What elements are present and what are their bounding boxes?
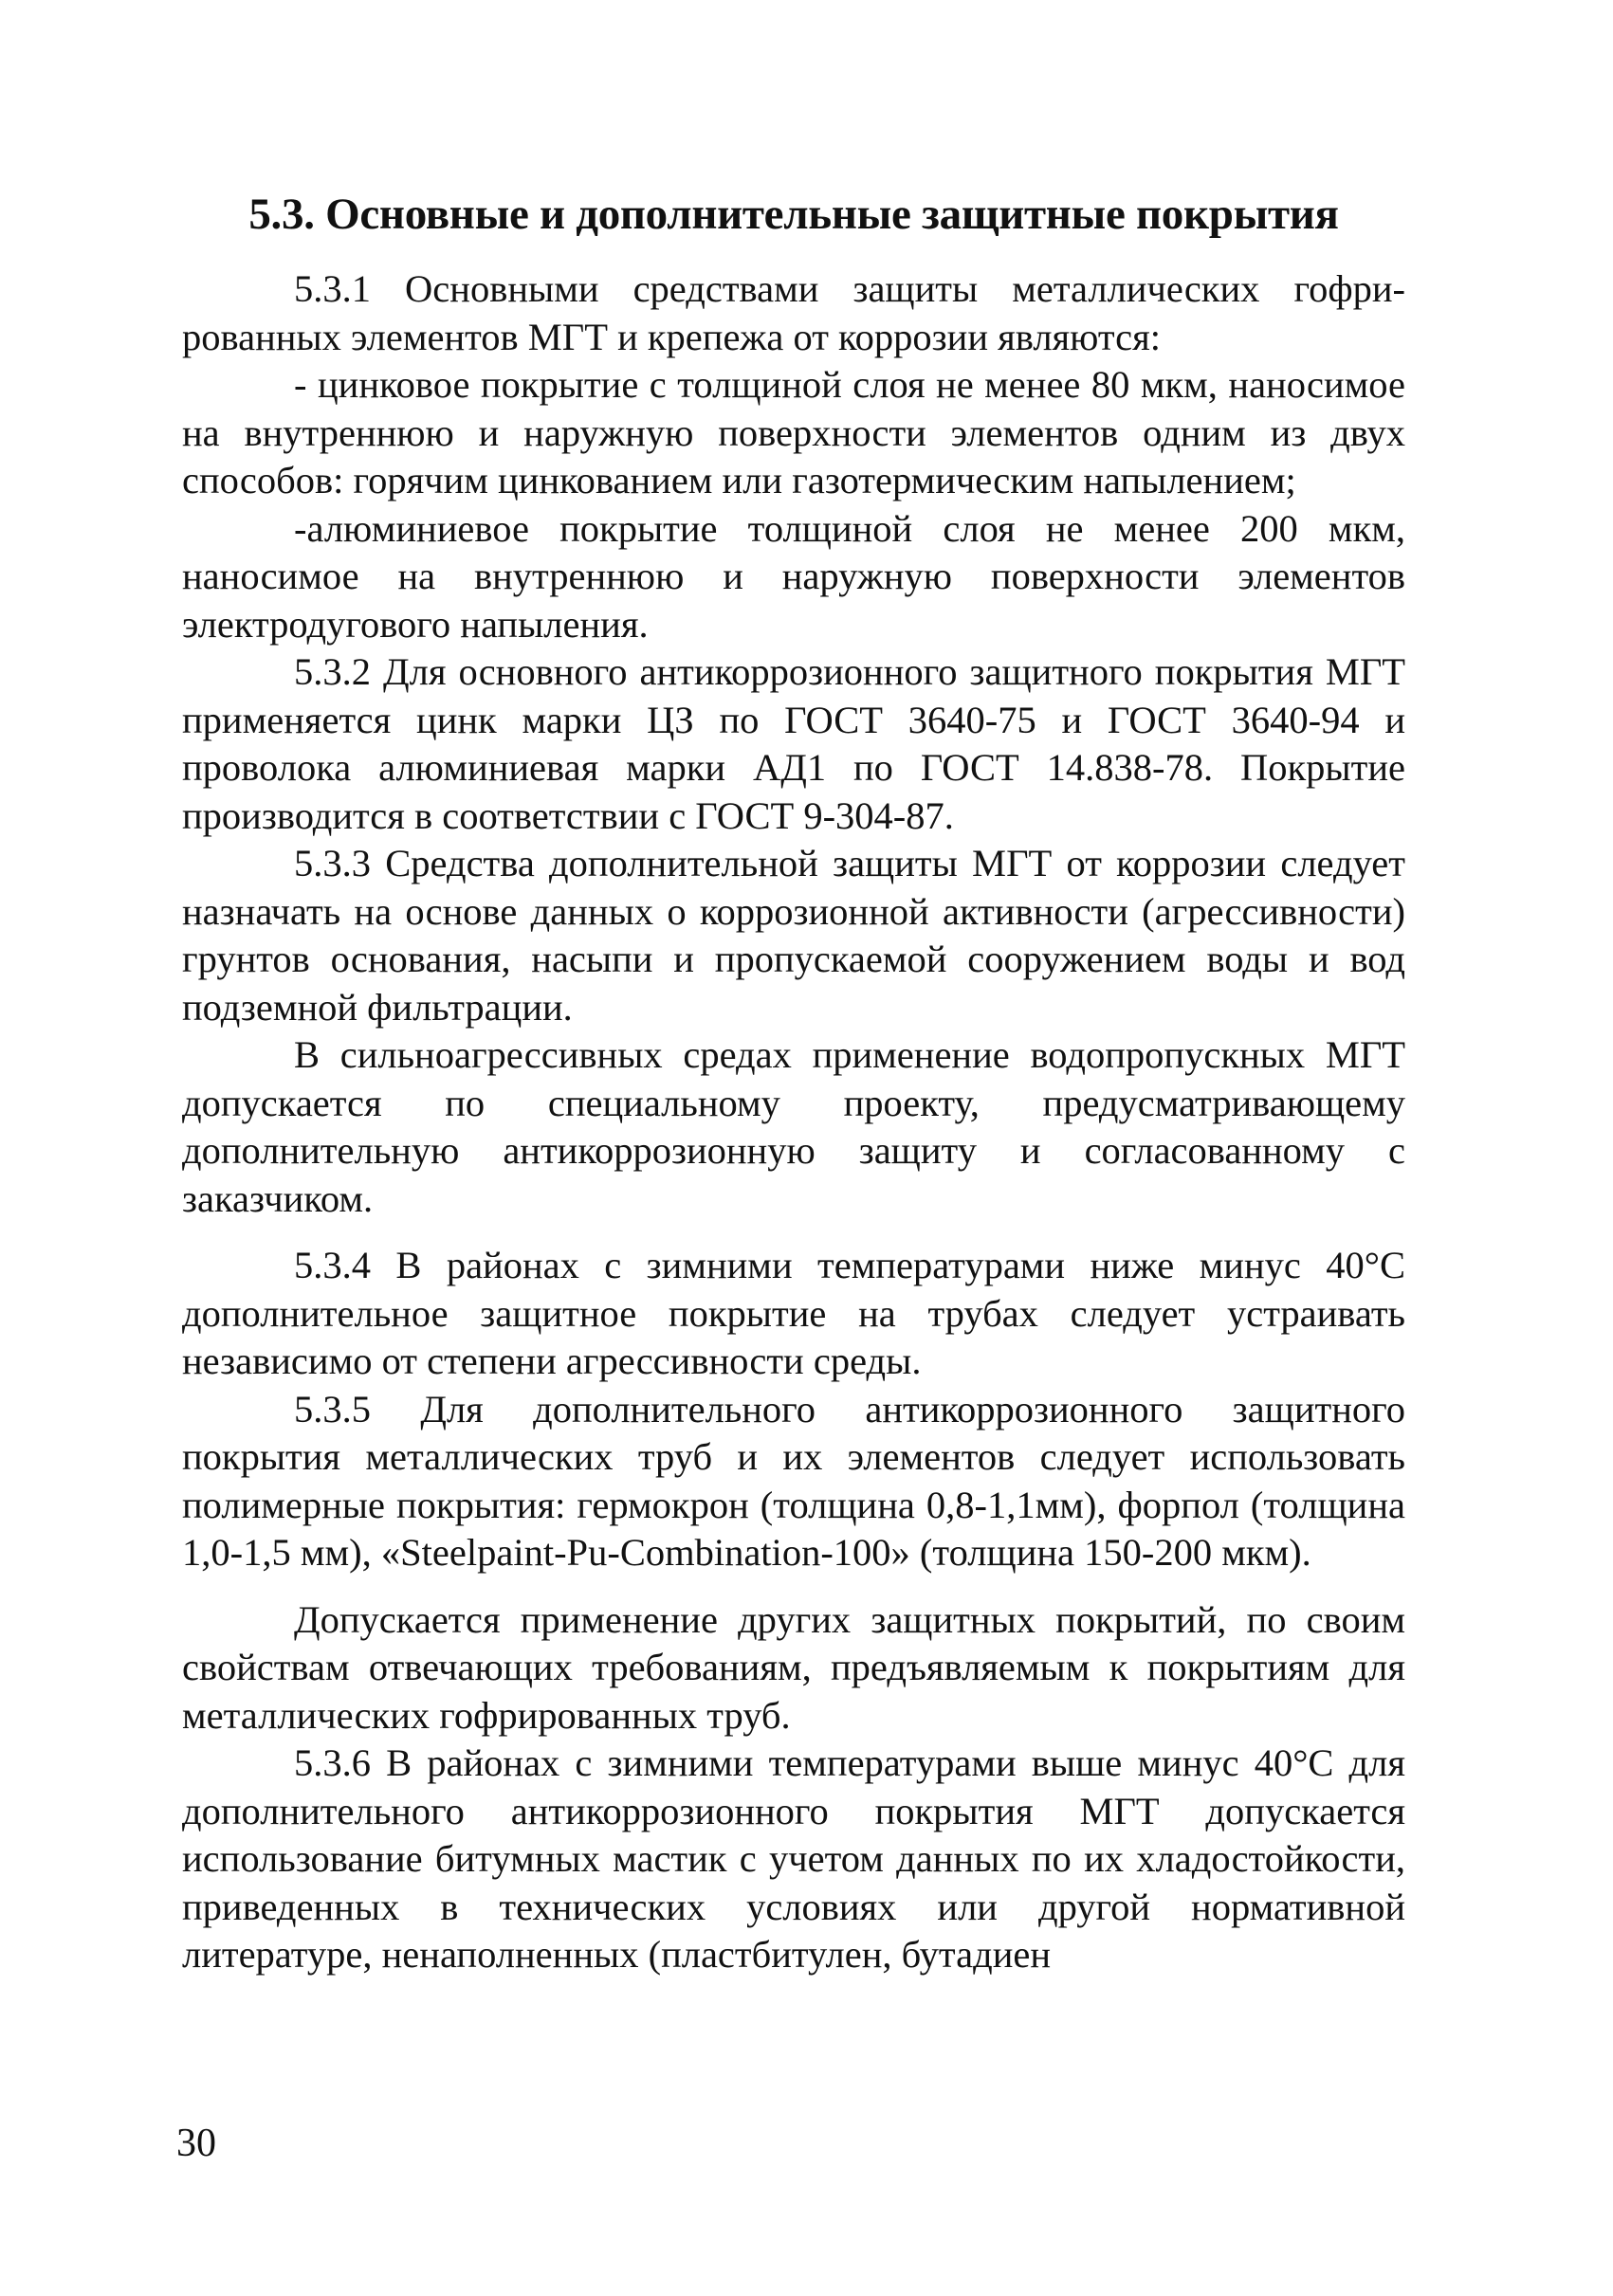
- paragraph-other-coatings: Допускается применение других защитных покрытий, по своим свойствам отвечающих требованиям, предъявляемым к покрытиям для металлических гофрированных труб.: [182, 1597, 1405, 1737]
- paragraph-5-3-1: 5.3.1 Основными средствами защиты металлических гофрированных элементов МГТ и крепежа от коррозии являются:: [182, 267, 1405, 358]
- paragraph-5-3-4: 5.3.4 В районах с зимними температурами ниже минус 40°С дополнительное защитное покрытие на трубах следует устраивать независимо от степени агрессивности среды.: [182, 1244, 1405, 1382]
- paragraph-5-3-3: 5.3.3 Средства дополнительной защиты МГТ от коррозии следует назначать на основе данных о коррозионной активности (агрессивности) грунтов основания, насыпи и пропускаемой сооружением воды и вод подземной фильтрации.: [182, 842, 1405, 1029]
- document-page: [182, 186, 1405, 1979]
- page-number: 30: [176, 2122, 216, 2165]
- paragraph-5-3-5: 5.3.5 Для дополнительного антикоррозионного защитного покрытия металлических труб и их элементов следует использовать полимерные покрытия: гермокрон (толщина 0,8-1,1мм), форпол (толщина 1,0-1,5 мм), «Steelpaint-Pu-Combination-100» (толщина 150-200 мкм).: [182, 1387, 1405, 1574]
- paragraph-5-3-6: 5.3.6 В районах с зимними температурами выше минус 40°С для дополнительного антикоррозионного покрытия МГТ допускается использование битумных мастик с учетом данных по их хладостойкости, приведенных в технических условиях или другой нормативной литературе, ненаполненных (пластбитулен, бутадиен: [182, 1741, 1405, 1976]
- paragraph-aggressive-media: В сильноагрессивных средах применение водопропускных МГТ допускается по специальному проекту, предусматривающему дополнительную антикоррозионную защиту и согласованному с заказчиком.: [182, 1033, 1405, 1220]
- paragraph-5-3-2: 5.3.2 Для основного антикоррозионного защитного покрытия МГТ применяется цинк марки ЦЗ по ГОСТ 3640-75 и ГОСТ 3640-94 и проволока алюминиевая марки АД1 по ГОСТ 14.838-78. Покрытие производится в соответствии с ГОСТ 9-304-87.: [182, 650, 1405, 837]
- paragraph-zinc-coating: - цинковое покрытие с толщиной слоя не менее 80 мкм, наносимое на внутреннюю и наружную поверхности элементов одним из двух способов: горячим цинкованием или газотермическим напылением;: [182, 363, 1405, 501]
- section-heading: 5.3. Основные и дополнительные защитные покрытия: [248, 190, 1339, 239]
- paragraph-aluminum-coating: -алюминиевое покрытие толщиной слоя не менее 200 мкм, наносимое на внутреннюю и наружную поверхности элементов электродугового напыления.: [182, 506, 1405, 646]
